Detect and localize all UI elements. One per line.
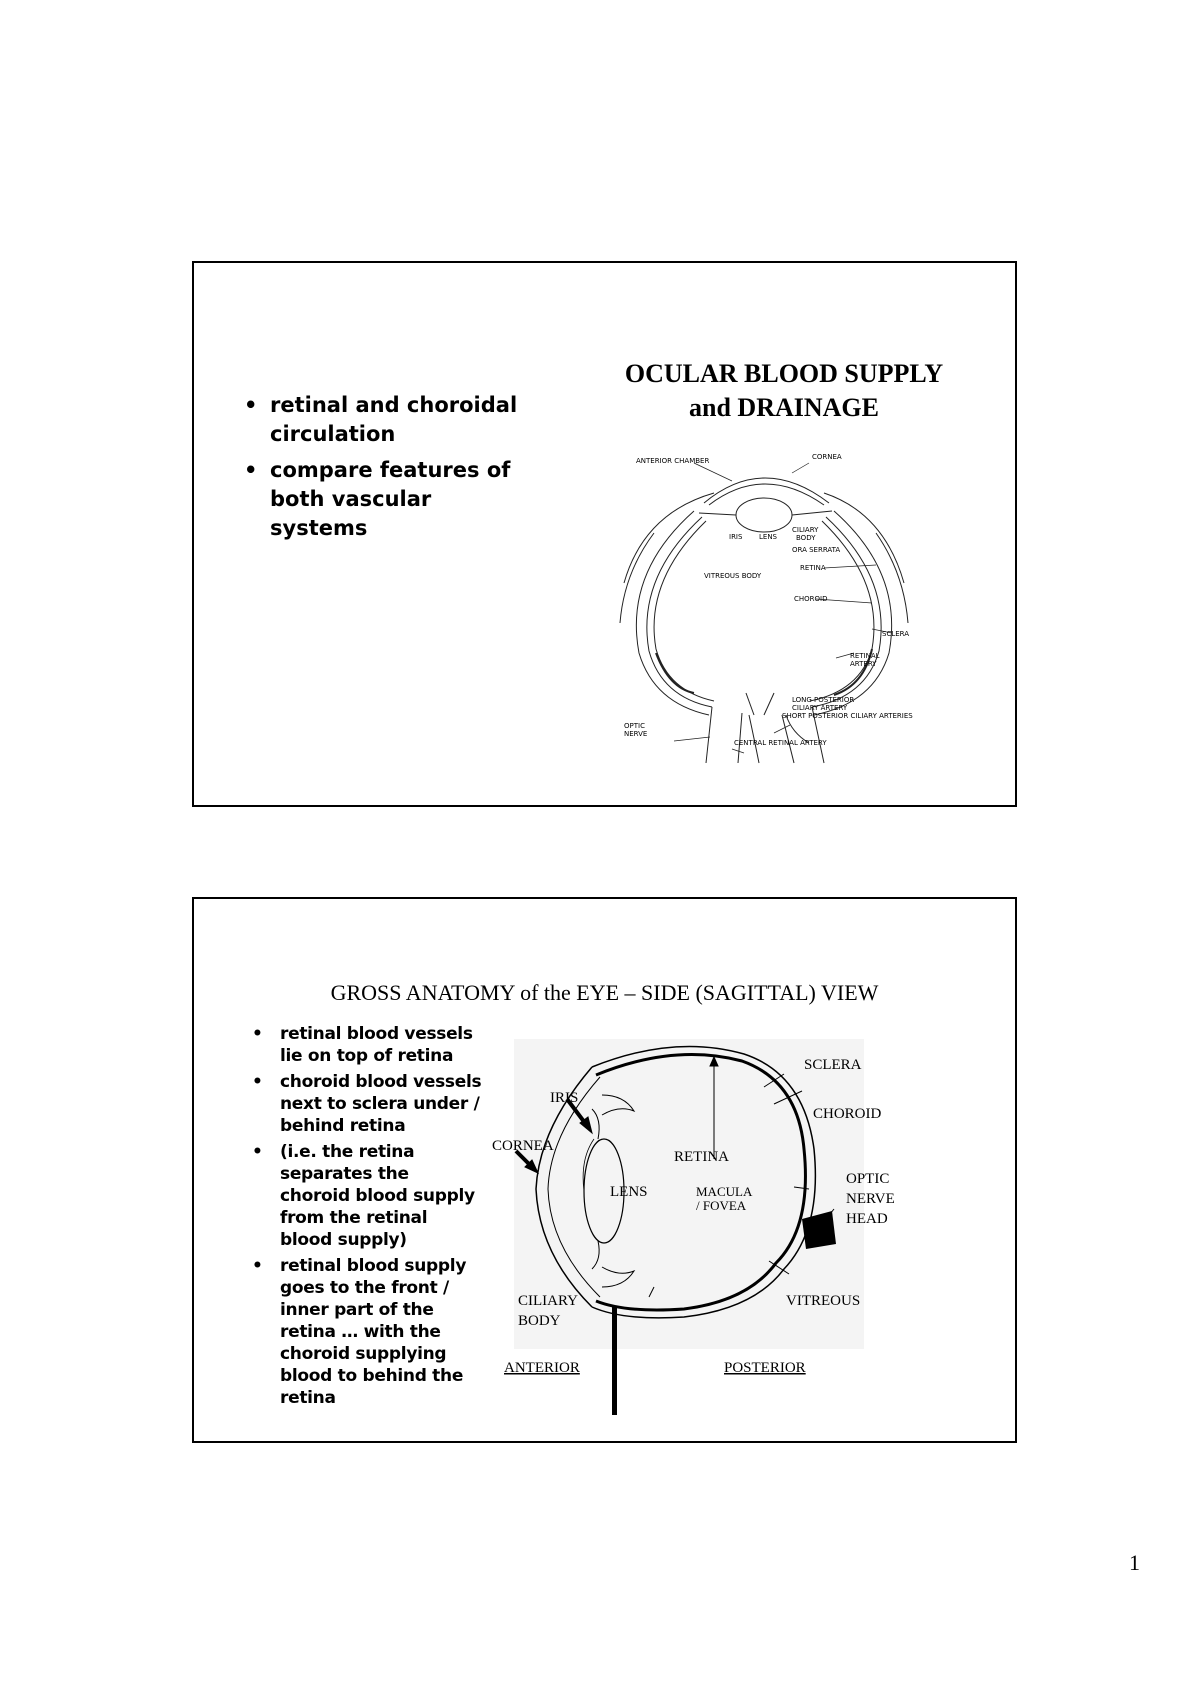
label-choroid: CHOROID	[794, 595, 828, 603]
slide-gross-anatomy	[192, 897, 1017, 1443]
label-long-posterior-ciliary: LONG POSTERIOR	[792, 696, 855, 704]
label-ciliary-body: BODY	[518, 1313, 561, 1329]
label-vitreous-body: VITREOUS BODY	[704, 572, 762, 580]
label-optic-nerve: NERVE	[624, 730, 648, 738]
label-iris: IRIS	[729, 533, 743, 541]
label-macula-fovea: / FOVEA	[696, 1198, 747, 1213]
label-central-retinal-artery: CENTRAL RETINAL ARTERY	[734, 739, 827, 747]
slide2-bullet-list	[252, 1023, 482, 1413]
label-retina: RETINA	[674, 1149, 729, 1165]
slide2-bullet: • retinal blood vessels lie on top of retina	[252, 1023, 482, 1067]
label-lens: LENS	[610, 1184, 648, 1200]
anterior-posterior-divider	[612, 1307, 617, 1415]
slide2-title: GROSS ANATOMY of the EYE – SIDE (SAGITTAL) VIEW	[330, 980, 879, 1005]
label-retinal-artery: ARTERY	[850, 660, 877, 668]
label-sclera: SCLERA	[882, 630, 910, 638]
label-optic-nerve: OPTIC	[624, 722, 645, 730]
label-cornea: CORNEA	[812, 453, 842, 461]
label-vitreous: VITREOUS	[786, 1293, 861, 1309]
label-ciliary-body: CILIARY	[792, 526, 819, 534]
label-optic-nerve-head: OPTIC	[846, 1171, 890, 1187]
label-retinal-artery: RETINAL	[850, 652, 880, 660]
slide1-title-line1: OCULAR BLOOD SUPPLY	[624, 359, 944, 388]
label-choroid: CHOROID	[813, 1106, 882, 1122]
slide2-bullet: • retinal blood supply goes to the front / inner part of the retina … with the choroid supplying blood to behind the retina	[252, 1255, 482, 1409]
eye-sagittal-diagram	[484, 1039, 904, 1419]
label-anterior-chamber: ANTERIOR CHAMBER	[636, 457, 710, 465]
label-iris: IRIS	[550, 1090, 579, 1106]
eye-blood-supply-diagram	[614, 453, 914, 763]
label-retina: RETINA	[800, 564, 826, 572]
label-optic-nerve-head: HEAD	[846, 1211, 888, 1227]
slide2-bullet: • choroid blood vessels next to sclera under / behind retina	[252, 1071, 482, 1137]
label-sclera: SCLERA	[804, 1057, 862, 1073]
label-anterior: ANTERIOR	[504, 1360, 580, 1376]
slide2-bullet: • (i.e. the retina separates the choroid blood supply from the retinal blood supply)	[252, 1141, 482, 1251]
label-ciliary-body: CILIARY	[518, 1293, 578, 1309]
slide1-bullet: • retinal and choroidal circulation	[242, 391, 532, 449]
label-cornea: CORNEA	[492, 1138, 554, 1154]
label-ora-serrata: ORA SERRATA	[792, 546, 841, 554]
slide1-bullet: • compare features of both vascular systems	[242, 456, 532, 543]
slide1-bullet-list	[242, 391, 532, 550]
label-long-posterior-ciliary: CILIARY ARTERY	[792, 704, 848, 712]
label-ciliary-body: BODY	[796, 534, 816, 542]
label-optic-nerve-head: NERVE	[846, 1191, 895, 1207]
label-macula-fovea: MACULA	[696, 1184, 753, 1199]
slide1-title	[574, 357, 994, 425]
page-number: 1	[1129, 1550, 1140, 1575]
label-posterior: POSTERIOR	[724, 1360, 806, 1376]
label-lens: LENS	[759, 533, 778, 541]
label-short-posterior-ciliary: SHORT POSTERIOR CILIARY ARTERIES	[782, 712, 913, 720]
slide1-title-line2: and DRAINAGE	[689, 393, 879, 422]
slide-ocular-blood-supply	[192, 261, 1017, 807]
